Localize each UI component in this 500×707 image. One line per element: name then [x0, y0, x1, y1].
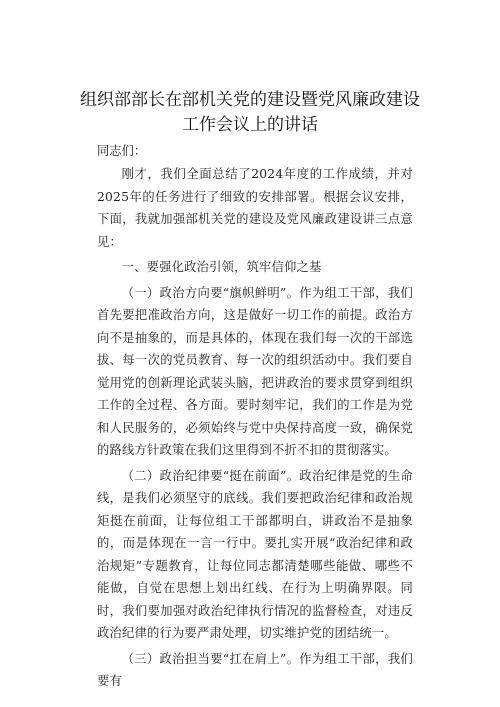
paragraph-political-direction: （一）政治方向要“旗帜鲜明”。作为组工干部，我们首先要把准政治方向，这是做好一切工作的前提。政治方向不是抽象的，而是具体的，体现在我们每一次的干部选拔、每一次的党员教育、每一次的组织活动中。我们要自觉用党的创新理论武装头脑，把讲政治的要求贯穿到组织工作的全过程、各方面。要时刻牢记，我们的工作是为党和人民服务的，必须始终与党中央保持高度一致，确保党的路线方针政策在我们这里得到不折不扣的贯彻落实。 — [97, 285, 413, 457]
paragraph-political-responsibility: （三）政治担当要“扛在肩上”。作为组工干部，我们要有 — [97, 651, 413, 688]
paragraph-intro: 刚才，我们全面总结了2024年度的工作成绩，并对2025年的任务进行了细致的安排部署。根据会议安排，下面，我就加强部机关党的建设及党风廉政建设讲三点意见： — [97, 167, 413, 249]
document-body — [97, 163, 413, 693]
document-title-line-2: 工作会议上的讲话 — [182, 115, 318, 135]
section-heading-1: 一、要强化政治引领，筑牢信仰之基 — [121, 260, 322, 274]
salutation: 同志们： — [97, 144, 147, 158]
paragraph-political-discipline: （二）政治纪律要“挺在前面”。政治纪律是党的生命线，是我们必须坚守的底线。我们要把政治纪律和政治规矩挺在前面，让每位组工干部都明白，讲政治不是抽象的，而是体现在一言一行中。要扎实开展“政治纪律和政治规矩”专题教育，让每位同志都清楚哪些能做、哪些不能做，自觉在思想上划出红线、在行为上明确界限。同时，我们要加强对政治纪律执行情况的监督检查，对违反政治纪律的行为要严肃处理，切实维护党的团结统一。 — [97, 468, 413, 640]
document-title-line-1: 组织部部长在部机关党的建设暨党风廉政建设 — [80, 90, 420, 110]
